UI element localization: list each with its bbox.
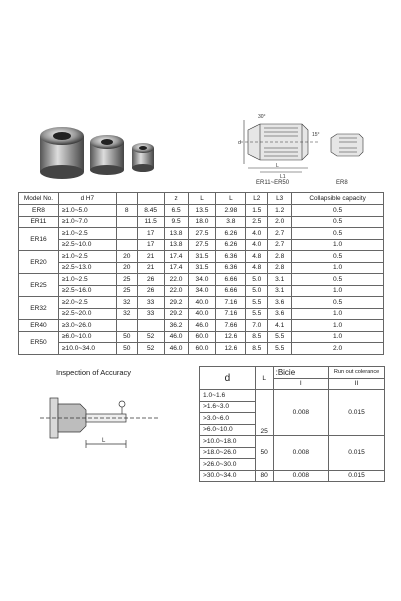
acc-d: >6.0~10.0 xyxy=(200,424,256,436)
z-cell: 36.2 xyxy=(164,320,188,332)
L3-cell: 3.1 xyxy=(268,274,292,286)
L-cell: 34.0 xyxy=(188,274,216,286)
capacity-cell: 0.5 xyxy=(292,205,384,217)
d-range-cell: ≥6.0~10.0 xyxy=(58,331,116,343)
model-cell: ER11 xyxy=(19,216,59,228)
col1-cell xyxy=(116,216,137,228)
d-range-cell: ≥1.0~2.5 xyxy=(58,228,116,240)
L-cell: 40.0 xyxy=(188,308,216,320)
capacity-cell: 0.5 xyxy=(292,251,384,263)
L3-cell: 5.5 xyxy=(268,343,292,355)
acc-d: >1.6~3.0 xyxy=(200,401,256,413)
spec-row xyxy=(19,239,384,251)
d-range-cell: ≥1.0~2.5 xyxy=(58,274,116,286)
angle2-label: 15° xyxy=(312,132,320,138)
spec-row xyxy=(19,262,384,274)
z-cell: 22.0 xyxy=(164,285,188,297)
spec-row xyxy=(19,308,384,320)
acc-c2: 0.015 xyxy=(329,436,385,471)
collet-medium xyxy=(90,135,124,175)
L1-cell: 2.98 xyxy=(216,205,246,217)
header-model: Model No. xyxy=(19,193,59,205)
header-L: L xyxy=(188,193,216,205)
acc-c2: 0.015 xyxy=(329,470,385,482)
col2-cell: 21 xyxy=(137,262,164,274)
capacity-cell: 1.0 xyxy=(292,239,384,251)
model-cell: ER50 xyxy=(19,331,59,354)
L-cell: 13.5 xyxy=(188,205,216,217)
L1-cell: 7.16 xyxy=(216,308,246,320)
acc-d: >18.0~26.0 xyxy=(200,447,256,459)
d-range-cell: ≥2.5~13.0 xyxy=(58,262,116,274)
spec-row xyxy=(19,274,384,286)
spec-row xyxy=(19,205,384,217)
acc-header-d: d xyxy=(200,367,256,390)
col1-cell: 20 xyxy=(116,262,137,274)
col1-cell: 8 xyxy=(116,205,137,217)
model-cell: ER25 xyxy=(19,274,59,297)
L-cell: 60.0 xyxy=(188,331,216,343)
acc-d: 1.0~1.6 xyxy=(200,390,256,402)
spec-row xyxy=(19,285,384,297)
L2-cell: 5.5 xyxy=(246,297,268,309)
L1-cell: 7.16 xyxy=(216,297,246,309)
L1-cell: 6.26 xyxy=(216,228,246,240)
L1-cell: 6.26 xyxy=(216,239,246,251)
accuracy-table xyxy=(199,366,385,482)
L2-cell: 4.0 xyxy=(246,239,268,251)
capacity-cell: 0.5 xyxy=(292,297,384,309)
spec-row xyxy=(19,297,384,309)
col2-cell: 11.5 xyxy=(137,216,164,228)
model-cell: ER40 xyxy=(19,320,59,332)
collet-drawing-er11-er50 xyxy=(234,108,326,180)
col2-cell: 33 xyxy=(137,308,164,320)
col1-cell xyxy=(116,239,137,251)
L-cell: 18.0 xyxy=(188,216,216,228)
capacity-cell: 2.0 xyxy=(292,343,384,355)
z-cell: 13.8 xyxy=(164,228,188,240)
acc-d: >3.0~6.0 xyxy=(200,413,256,425)
L-cell: 31.5 xyxy=(188,251,216,263)
d-range-cell: ≥2.0~2.5 xyxy=(58,297,116,309)
col1-cell xyxy=(116,320,137,332)
L1-cell: 6.66 xyxy=(216,274,246,286)
col2-cell: 33 xyxy=(137,297,164,309)
L1-cell: 6.36 xyxy=(216,262,246,274)
model-cell: ER16 xyxy=(19,228,59,251)
L2-cell: 8.5 xyxy=(246,331,268,343)
L-cell: 60.0 xyxy=(188,343,216,355)
acc-row xyxy=(200,470,385,482)
d-range-cell: ≥2.5~20.0 xyxy=(58,308,116,320)
capacity-cell: 1.0 xyxy=(292,331,384,343)
L2-cell: 5.0 xyxy=(246,274,268,286)
L-label: L xyxy=(276,163,279,169)
acc-d: >10.0~18.0 xyxy=(200,436,256,448)
d-range-cell: ≥2.5~10.0 xyxy=(58,239,116,251)
L3-cell: 5.5 xyxy=(268,331,292,343)
capacity-cell: 1.0 xyxy=(292,262,384,274)
col2-cell: 52 xyxy=(137,343,164,355)
collet-large xyxy=(40,127,84,179)
col1-cell: 25 xyxy=(116,285,137,297)
L3-cell: 2.8 xyxy=(268,262,292,274)
col2-cell: 17 xyxy=(137,239,164,251)
col2-cell: 26 xyxy=(137,285,164,297)
acc-L: 50 xyxy=(255,436,273,471)
col2-cell: 17 xyxy=(137,228,164,240)
L3-cell: 2.0 xyxy=(268,216,292,228)
collet-drawing-er8 xyxy=(327,122,367,168)
model-cell: ER32 xyxy=(19,297,59,320)
acc-d: >30.0~34.0 xyxy=(200,470,256,482)
spec-row xyxy=(19,251,384,263)
L1-label: L1 xyxy=(280,174,286,180)
L3-cell: 2.7 xyxy=(268,228,292,240)
acc-header-bicie: :Bicie xyxy=(273,367,329,379)
header-L3: L3 xyxy=(268,193,292,205)
col1-cell: 20 xyxy=(116,251,137,263)
collet-photo xyxy=(28,112,188,184)
z-cell: 13.8 xyxy=(164,239,188,251)
col1-cell: 32 xyxy=(116,308,137,320)
L1-cell: 12.6 xyxy=(216,331,246,343)
angle-label: 30° xyxy=(258,114,266,120)
L-cell: 40.0 xyxy=(188,297,216,309)
L2-cell: 5.0 xyxy=(246,285,268,297)
d-label: d xyxy=(238,140,241,146)
L1-cell: 3.8 xyxy=(216,216,246,228)
acc-header-L: L xyxy=(255,367,273,390)
L3-cell: 2.8 xyxy=(268,251,292,263)
spec-table xyxy=(18,192,384,355)
L-cell: 34.0 xyxy=(188,285,216,297)
acc-row xyxy=(200,436,385,448)
capacity-cell: 1.0 xyxy=(292,308,384,320)
L1-cell: 12.6 xyxy=(216,343,246,355)
L2-cell: 1.5 xyxy=(246,205,268,217)
col1-cell xyxy=(116,228,137,240)
col2-cell: 52 xyxy=(137,331,164,343)
header-capacity: Collapsible capacity xyxy=(292,193,384,205)
acc-row xyxy=(200,390,385,402)
col2-cell: 8.45 xyxy=(137,205,164,217)
header-c1 xyxy=(116,193,137,205)
model-cell: ER20 xyxy=(19,251,59,274)
spec-row xyxy=(19,216,384,228)
L-cell: 31.5 xyxy=(188,262,216,274)
L3-cell: 3.6 xyxy=(268,297,292,309)
header-c2 xyxy=(137,193,164,205)
L-cell: 27.5 xyxy=(188,239,216,251)
z-cell: 17.4 xyxy=(164,262,188,274)
capacity-cell: 0.5 xyxy=(292,228,384,240)
L2-cell: 4.8 xyxy=(246,251,268,263)
z-cell: 29.2 xyxy=(164,308,188,320)
z-cell: 6.5 xyxy=(164,205,188,217)
d-range-cell: ≥1.0~2.5 xyxy=(58,251,116,263)
z-cell: 46.0 xyxy=(164,343,188,355)
inspection-title: Inspection of Accuracy xyxy=(56,368,132,377)
caption-er8: ER8 xyxy=(336,180,348,186)
L3-cell: 1.2 xyxy=(268,205,292,217)
col1-cell: 25 xyxy=(116,274,137,286)
z-cell: 17.4 xyxy=(164,251,188,263)
d-range-cell: ≥1.0~7.0 xyxy=(58,216,116,228)
L-cell: 46.0 xyxy=(188,320,216,332)
L3-cell: 4.1 xyxy=(268,320,292,332)
col1-cell: 50 xyxy=(116,331,137,343)
L3-cell: 3.1 xyxy=(268,285,292,297)
acc-c1: 0.008 xyxy=(273,470,329,482)
header-d: d H7 xyxy=(58,193,116,205)
capacity-cell: 1.0 xyxy=(292,285,384,297)
header-z: z xyxy=(164,193,188,205)
L3-cell: 3.6 xyxy=(268,308,292,320)
capacity-cell: 0.5 xyxy=(292,274,384,286)
inspection-L-label: L xyxy=(102,438,106,444)
header-L2: L2 xyxy=(246,193,268,205)
collet-small xyxy=(132,143,154,172)
spec-row xyxy=(19,343,384,355)
col2-cell xyxy=(137,320,164,332)
L2-cell: 7.0 xyxy=(246,320,268,332)
z-cell: 9.5 xyxy=(164,216,188,228)
col1-cell: 50 xyxy=(116,343,137,355)
acc-c2: 0.015 xyxy=(329,390,385,436)
capacity-cell: 0.5 xyxy=(292,216,384,228)
L-cell: 27.5 xyxy=(188,228,216,240)
L1-cell: 6.36 xyxy=(216,251,246,263)
L2-cell: 8.5 xyxy=(246,343,268,355)
acc-d: >26.0~30.0 xyxy=(200,459,256,471)
spec-row xyxy=(19,331,384,343)
inspection-diagram xyxy=(40,384,160,460)
acc-L: 80 xyxy=(255,470,273,482)
L2-cell: 4.8 xyxy=(246,262,268,274)
caption-er11-er50: ER11~ER50 xyxy=(256,180,290,186)
d-range-cell: ≥3.0~26.0 xyxy=(58,320,116,332)
model-cell: ER8 xyxy=(19,205,59,217)
L3-cell: 2.7 xyxy=(268,239,292,251)
acc-header-c2: II xyxy=(329,378,385,390)
d-range-cell: ≥10.0~34.0 xyxy=(58,343,116,355)
L1-cell: 6.66 xyxy=(216,285,246,297)
acc-header-c1: I xyxy=(273,378,329,390)
z-cell: 46.0 xyxy=(164,331,188,343)
spec-row xyxy=(19,228,384,240)
L2-cell: 4.0 xyxy=(246,228,268,240)
z-cell: 22.0 xyxy=(164,274,188,286)
z-cell: 29.2 xyxy=(164,297,188,309)
acc-c1: 0.008 xyxy=(273,390,329,436)
acc-c1: 0.008 xyxy=(273,436,329,471)
spec-row xyxy=(19,320,384,332)
d-range-cell: ≥2.5~16.0 xyxy=(58,285,116,297)
acc-L: 25 xyxy=(255,390,273,436)
col2-cell: 26 xyxy=(137,274,164,286)
header-L1: L xyxy=(216,193,246,205)
acc-header-runout: Run out colerance xyxy=(329,367,385,379)
col1-cell: 32 xyxy=(116,297,137,309)
L1-cell: 7.66 xyxy=(216,320,246,332)
col2-cell: 21 xyxy=(137,251,164,263)
capacity-cell: 1.0 xyxy=(292,320,384,332)
L2-cell: 2.5 xyxy=(246,216,268,228)
L2-cell: 5.5 xyxy=(246,308,268,320)
d-range-cell: ≥1.0~5.0 xyxy=(58,205,116,217)
